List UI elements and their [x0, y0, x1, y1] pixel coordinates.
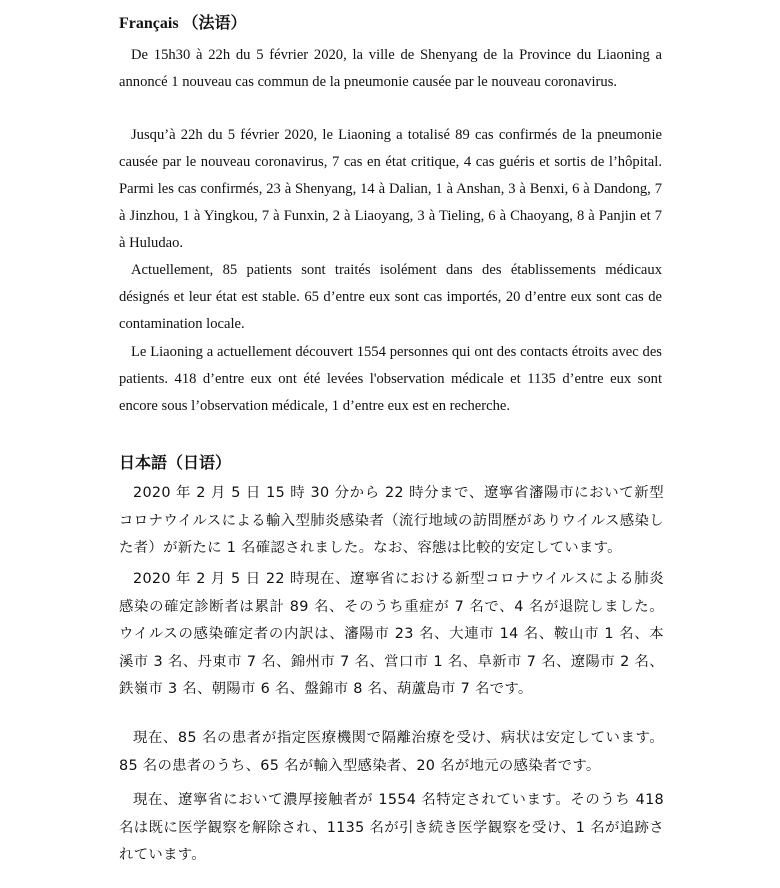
french-heading: Français （法语） [119, 15, 247, 32]
japanese-paragraph-2: 2020 年 2 月 5 日 22 時現在、遼寧省における新型コロナウイルスによる肺炎感染の確定診断者は累計 89 名、そのうち重症が 7 名で、4 名が退院しました。ウイルスの感染確定者の内訳は、瀋陽市 23 名、大連市 14 名、鞍山市 1 名、本溪市 3 名、丹東市 7 名、錦州市 7 名、営口市 1 名、阜新市 7 名、遼陽市 2 名、鉄嶺市 3 名、朝陽市 6 名、盤錦市 8 名、葫蘆島市 7 名です。 [119, 571, 664, 697]
french-paragraph-4: Le Liaoning a actuellement découvert 1554 personnes qui ont des contacts étroits avec des patients. 418 d’entre eux ont été levées l'observation médicale et 1135 d’entre eux sont encore sous l’observation médicale, 1 d’entre eux est en recherche. [119, 344, 662, 414]
french-paragraph-1: De 15h30 à 22h du 5 février 2020, la ville de Shenyang de la Province du Liaoning a annoncé 1 nouveau cas commun de la pneumonie causée par le nouveau coronavirus. [119, 47, 662, 90]
french-paragraph-3: Actuellement, 85 patients sont traités isolément dans des établissements médicaux désignés et leur état est stable. 65 d’entre eux sont cas importés, 20 d’entre eux sont cas de contamination locale. [119, 262, 662, 332]
japanese-paragraph-1: 2020 年 2 月 5 日 15 時 30 分から 22 時分まで、遼寧省瀋陽市において新型コロナウイルスによる輸入型肺炎感染者（流行地域の訪問歴がありウイルス感染した者）が新たに 1 名確認されました。なお、容態は比較的安定しています。 [119, 485, 664, 556]
japanese-paragraph-3: 現在、85 名の患者が指定医療機関で隔離治療を受け、病状は安定しています。85 名の患者のうち、65 名が輸入型感染者、20 名が地元の感染者です。 [119, 730, 664, 774]
japanese-heading: 日本語（日语） [119, 453, 232, 472]
japanese-paragraph-4: 現在、遼寧省において濃厚接触者が 1554 名特定されています。そのうち 418 名は既に医学観察を解除され、1135 名が引き続き医学観察を受け、1 名が追跡されています。 [119, 792, 664, 863]
french-paragraph-2: Jusqu’à 22h du 5 février 2020, le Liaoning a totalisé 89 cas confirmés de la pneumonie causée par le nouveau coronavirus, 7 cas en état critique, 4 cas guéris et sortis de l’hôpital. Parmi les cas confirmés, 23 à Shenyang, 14 à Dalian, 1 à Anshan, 3 à Benxi, 6 à Dandong, 7 à Jinzhou, 1 à Yingkou, 7 à Funxin, 2 à Liaoyang, 3 à Tieling, 6 à Chaoyang, 8 à Panjin et 7 à Huludao. [119, 127, 662, 251]
